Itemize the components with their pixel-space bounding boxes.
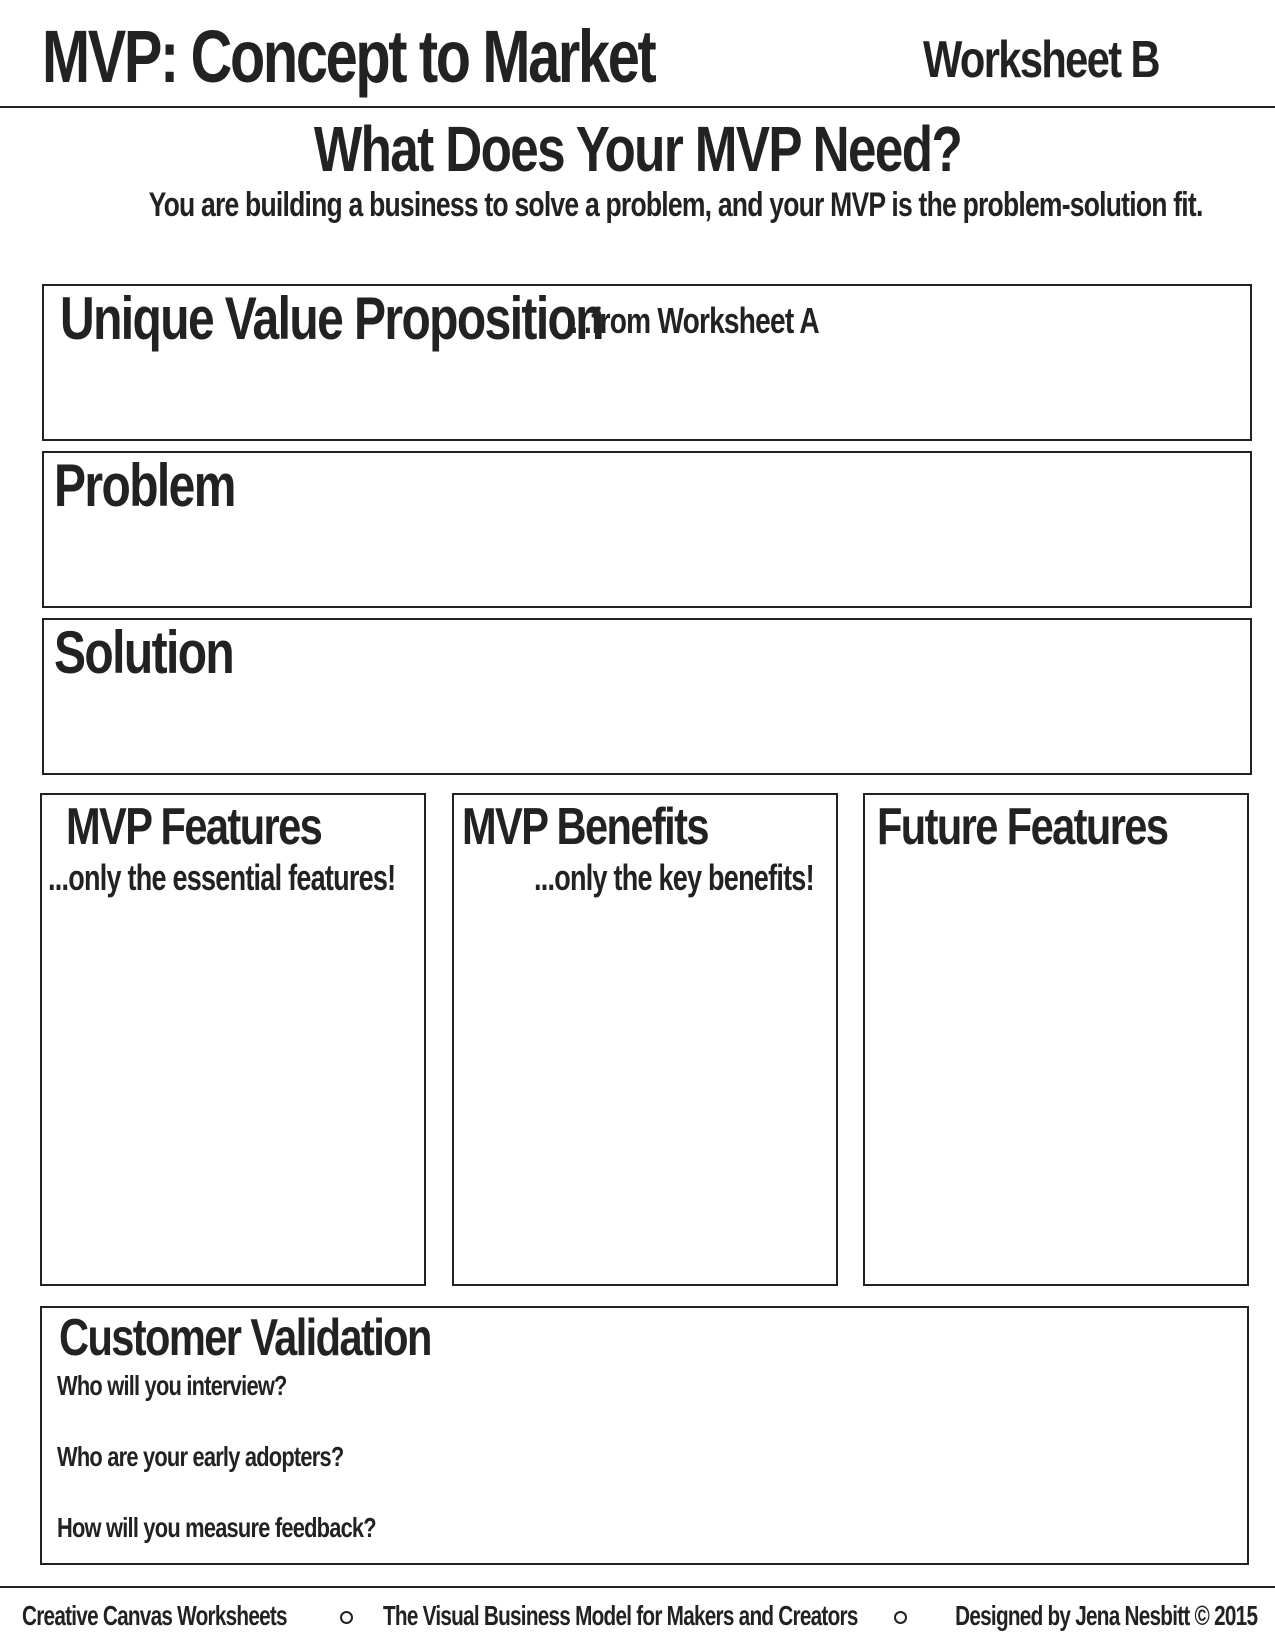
footer-divider	[0, 1586, 1275, 1588]
bullet-circle-icon	[894, 1611, 907, 1624]
customer-validation-title: Customer Validation	[59, 1309, 431, 1367]
customer-validation-box[interactable]	[40, 1306, 1249, 1565]
mvp-benefits-note: ...only the key benefits!	[534, 857, 814, 898]
uvp-title: Unique Value Proposition	[60, 285, 603, 352]
solution-box[interactable]	[42, 618, 1252, 775]
mvp-features-title: MVP Features	[66, 798, 322, 856]
problem-box[interactable]	[42, 451, 1252, 608]
mvp-features-note: ...only the essential features!	[48, 857, 396, 898]
page-heading: What Does Your MVP Need?	[313, 113, 962, 185]
bullet-circle-icon	[340, 1611, 353, 1624]
problem-title: Problem	[54, 452, 235, 519]
future-features-title: Future Features	[877, 798, 1168, 856]
solution-title: Solution	[54, 619, 234, 686]
mvp-features-box[interactable]	[40, 793, 426, 1286]
footer-subtitle: The Visual Business Model for Makers and Creators	[383, 1600, 858, 1631]
mvp-benefits-title: MVP Benefits	[462, 798, 708, 856]
mvp-benefits-box[interactable]	[452, 793, 838, 1286]
page-tagline: You are building a business to solve a problem, and your MVP is the problem-solution fit.	[148, 186, 1203, 224]
worksheet-title: MVP: Concept to Market	[42, 15, 655, 98]
uvp-note: ...from Worksheet A	[570, 300, 819, 341]
uvp-box[interactable]	[42, 284, 1252, 441]
validation-question: Who are your early adopters?	[57, 1441, 344, 1472]
worksheet-label: Worksheet B	[923, 31, 1159, 89]
footer-credit: Designed by Jena Nesbitt © 2015	[954, 1600, 1257, 1631]
header-divider	[0, 106, 1275, 108]
validation-question: Who will you interview?	[57, 1370, 287, 1401]
validation-question: How will you measure feedback?	[57, 1512, 376, 1543]
future-features-box[interactable]	[863, 793, 1249, 1286]
footer-series: Creative Canvas Worksheets	[22, 1600, 287, 1631]
